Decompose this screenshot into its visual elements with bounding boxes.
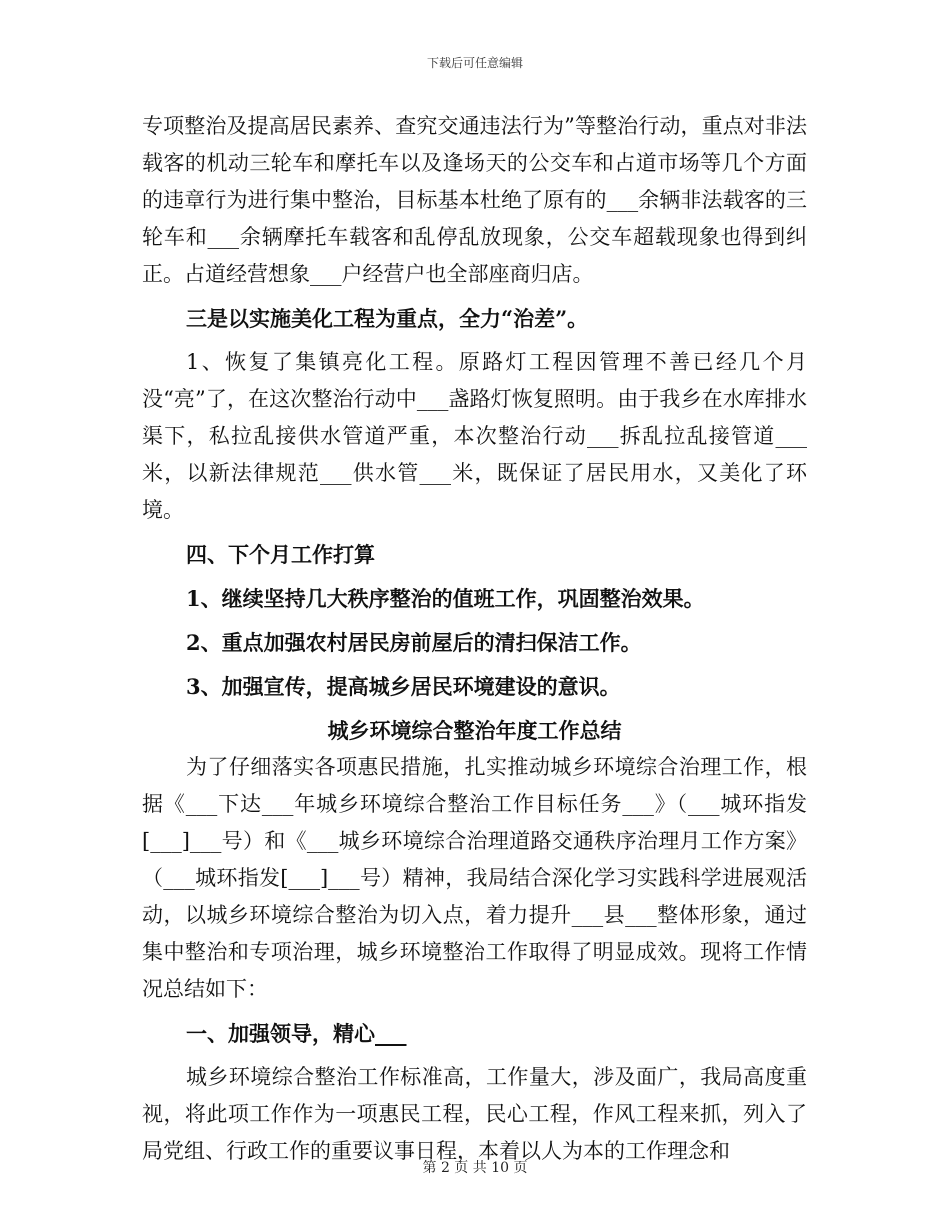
document-title: 城乡环境综合整治年度工作总结 [327, 718, 622, 743]
document-body [142, 108, 807, 1170]
plan-item-3: 3、加强宣传，提高城乡居民环境建设的意识。 [186, 674, 621, 699]
section-heading-beautification: 三是以实施美化工程为重点，全力“治差”。 [186, 306, 589, 331]
paragraph-leadership: 城乡环境综合整治工作标准高，工作量大，涉及面广，我局高度重视，将此项工作作为一项惠民工程，民心工程，作风工程来抓，列入了局党组、行政工作的重要议事日程，本着以人为本的工作理念和 [142, 1065, 807, 1163]
section-heading-next-month-plan: 四、下个月工作打算 [186, 542, 375, 567]
paragraph-introduction: 为了仔细落实各项惠民措施，扎实推动城乡环境综合治理工作，根据《___下达___年城乡环境综合整治工作目标任务___》（___城环指发[___]___号）和《___城乡环境综合治理道路交通秩序治理月工作方案》（___城环指发[___]___号）精神，我局结合深化学习实践科学进展观活动，以城乡环境综合整治为切入点，着力提升___县___整体形象，通过集中整治和专项治理，城乡环境整治工作取得了明显成效。现将工作情况总结如下： [142, 755, 807, 1001]
paragraph-street-lighting: 1、恢复了集镇亮化工程。原路灯工程因管理不善已经几个月没“亮”了，在这次整治行动中___盏路灯恢复照明。由于我乡在水库排水渠下，私拉乱接供水管道严重，本次整治行动___拆乱拉乱接管道___米，以新法律规范___供水管___米，既保证了居民用水，又美化了环境。 [142, 350, 807, 522]
plan-item-2: 2、重点加强农村居民房前屋后的清扫保洁工作。 [186, 630, 642, 655]
section-heading-leadership: 一、加强领导，精心___ [186, 1021, 407, 1046]
plan-item-1: 1、继续坚持几大秩序整治的值班工作，巩固整治效果。 [186, 586, 705, 611]
paragraph-traffic-rectification: 专项整治及提高居民素养、查究交通违法行为”等整治行动，重点对非法载客的机动三轮车和摩托车以及逢场天的公交车和占道市场等几个方面的违章行为进行集中整治，目标基本杜绝了原有的___余辆非法载客的三轮车和___余辆摩托车载客和乱停乱放现象，公交车超载现象也得到纠正。占道经营想象___户经营户也全部座商归店。 [142, 114, 807, 286]
page-header: 下载后可任意编辑 [426, 56, 523, 70]
page-footer: 第 2 页 共 10 页 [422, 1160, 528, 1176]
